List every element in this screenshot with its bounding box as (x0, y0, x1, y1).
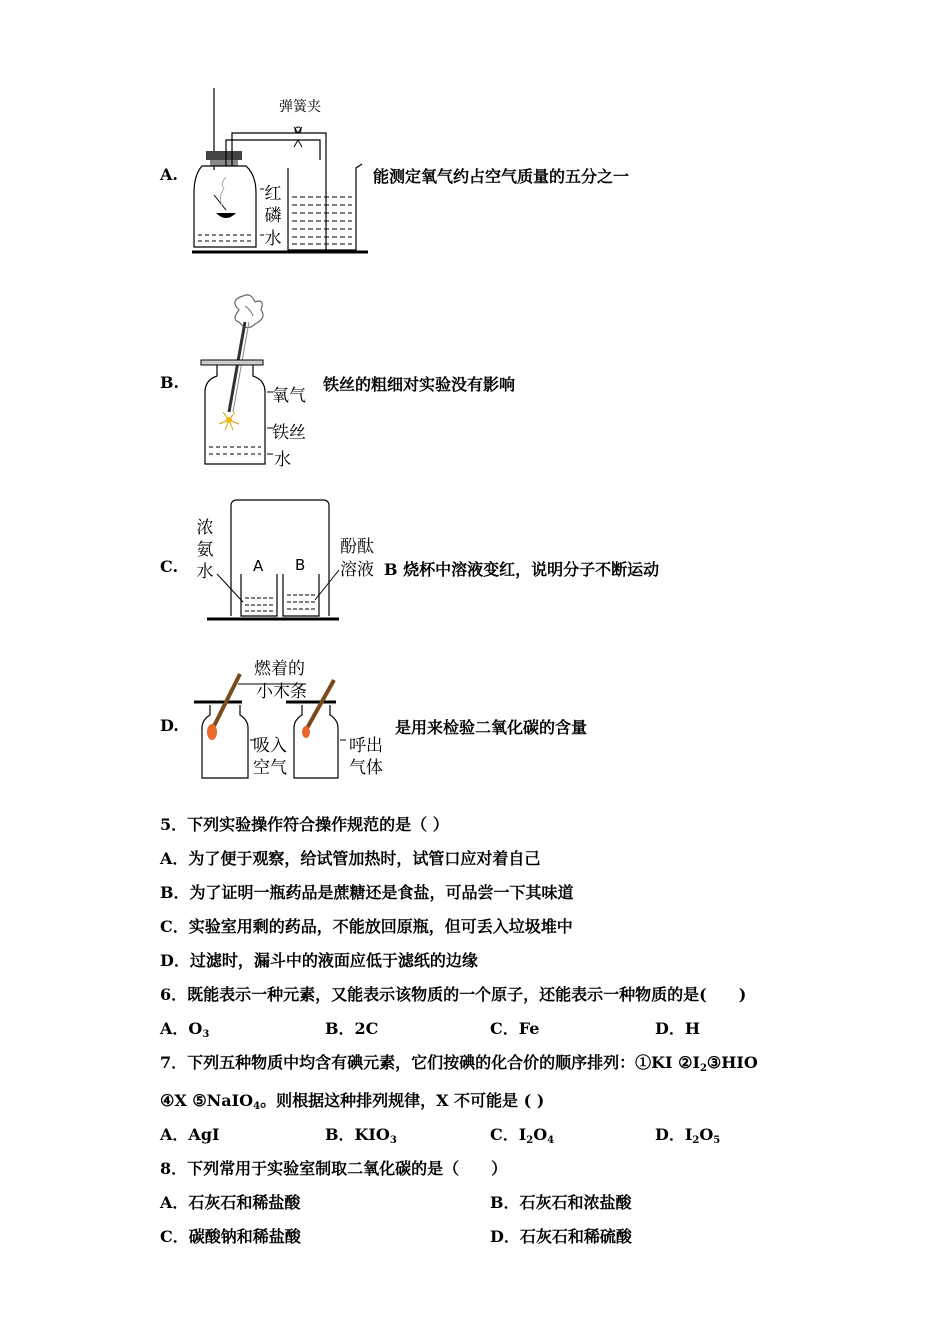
ammonia-label-3: 水 (196, 562, 214, 582)
option-b-text: 铁丝的粗细对实验没有影响 (323, 375, 516, 394)
option-d-letter: D. (160, 716, 179, 735)
q7-stem-line1: 7．下列五种物质中均含有碘元素，它们按碘的化合价的顺序排列：①KI $②I_2③HIO$ (160, 1053, 758, 1074)
option-d-text: 是用来检验二氧化碳的含量 (395, 718, 588, 737)
beaker-a-label: A (253, 557, 264, 575)
burning-stick-label-2: 小木条 (256, 682, 307, 702)
water-label-b: 水 (274, 450, 291, 470)
q6-option-c: C．Fe (490, 1019, 540, 1038)
option-a-letter: A. (160, 165, 178, 184)
oxygen-label: 氧气 (272, 386, 306, 406)
option-c-text: B 烧杯中溶液变红，说明分子不断运动 (384, 560, 660, 579)
option-a-text: 能测定氧气约占空气质量的五分之一 (373, 167, 630, 186)
red-phosphorus-label-1: 红 (264, 184, 282, 204)
inhaled-air-label-2: 空气 (253, 758, 287, 778)
q6-stem: 6．既能表示一种元素，又能表示该物质的一个原子，还能表示一种物质的是( ) (160, 985, 747, 1004)
option-b-letter: B. (160, 373, 180, 392)
burning-stick-label-1: 燃着的 (254, 659, 305, 679)
q8-option-a: A．石灰石和稀盐酸 (160, 1193, 301, 1212)
phenolphthalein-label-1: 酚酞 (340, 537, 374, 557)
q7-option-c: C．$I_2O_4$ (490, 1125, 555, 1146)
iron-wire-label: 铁丝 (272, 423, 306, 443)
q6-option-b: B．2C (325, 1019, 379, 1038)
q7-option-b: B．$KIO_3$ (325, 1125, 397, 1146)
q8-option-d: D．石灰石和稀硫酸 (490, 1227, 632, 1246)
exhaled-gas-label-1: 呼出 (349, 736, 383, 756)
phenolphthalein-label-2: 溶液 (340, 560, 374, 580)
ammonia-label-1: 浓 (196, 518, 214, 538)
q5-stem: 5．下列实验操作符合操作规范的是（ ） (160, 815, 449, 834)
ammonia-label-2: 氨 (196, 540, 214, 560)
q5-option-b: B．为了证明一瓶药品是蔗糖还是食盐，可品尝一下其味道 (160, 883, 574, 902)
beaker-b-label: B (295, 556, 306, 574)
red-phosphorus-label-2: 磷 (264, 206, 282, 226)
q8-option-b: B．石灰石和浓盐酸 (490, 1193, 632, 1212)
q7-stem-line2: ④X ⑤NaIO$_4$。则根据这种排列规律，X 不可能是 ( ) (160, 1091, 545, 1112)
inhaled-air-label-1: 吸入 (253, 736, 287, 756)
option-c-letter: C. (160, 557, 179, 576)
q7-option-a: A．AgI (160, 1125, 220, 1144)
q8-stem: 8．下列常用于实验室制取二氧化碳的是（ ） (160, 1159, 508, 1178)
water-label-a: 水 (264, 229, 282, 249)
q6-option-d: D．H (655, 1019, 700, 1038)
q6-option-a: A．$O_3$ (160, 1019, 210, 1040)
q5-option-d: D．过滤时，漏斗中的液面应低于滤纸的边缘 (160, 951, 478, 970)
option-c-apparatus (205, 498, 345, 623)
q5-option-a: A．为了便于观察，给试管加热时，试管口应对着自己 (160, 849, 541, 868)
q5-option-c: C．实验室用剩的药品，不能放回原瓶，但可丢入垃圾堆中 (160, 917, 573, 936)
q8-option-c: C．碳酸钠和稀盐酸 (160, 1227, 301, 1246)
exhaled-gas-label-2: 气体 (349, 758, 383, 778)
q7-option-d: D．$I_2O_5$ (655, 1125, 721, 1146)
clip-label: 弹簧夹 (279, 99, 321, 115)
